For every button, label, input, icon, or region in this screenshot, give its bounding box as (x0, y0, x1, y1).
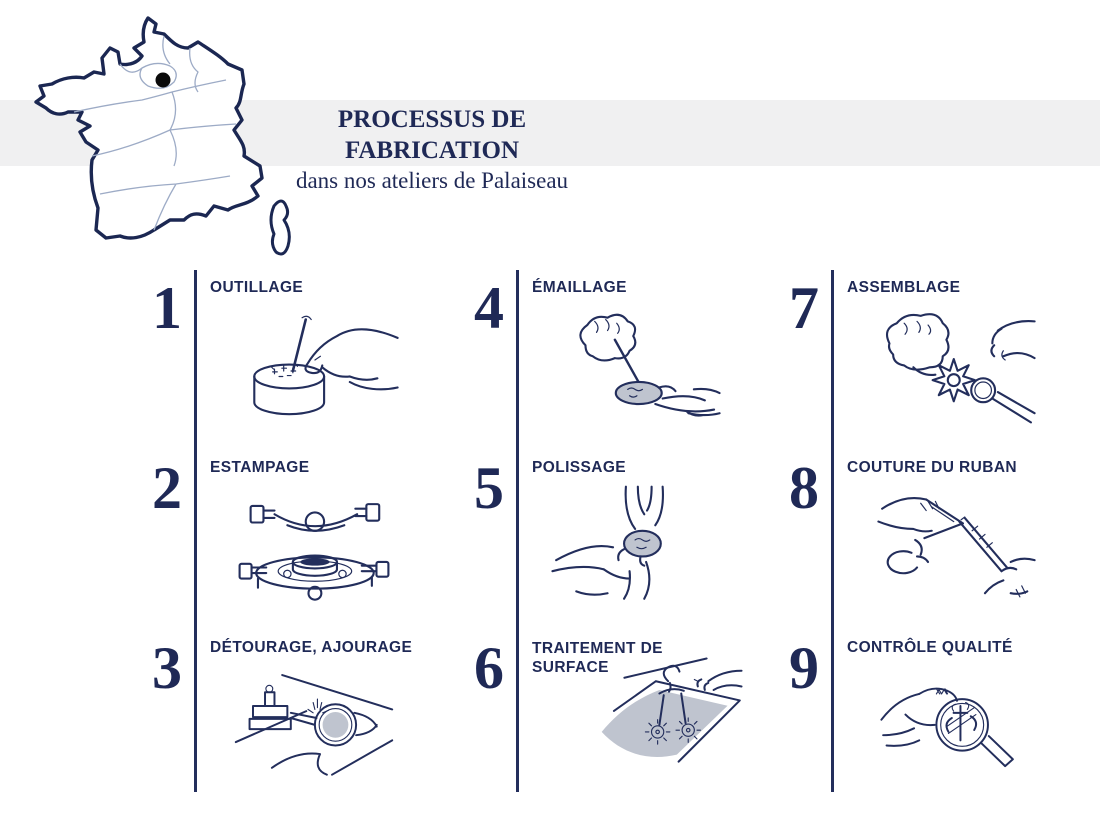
step-emaillage (462, 270, 782, 450)
step-content (831, 270, 1097, 450)
ribbon-sewing-icon (861, 483, 1041, 607)
step-traitement (462, 630, 782, 792)
step-number: 6 (474, 635, 504, 701)
medal-assembly-icon (861, 303, 1041, 427)
page-subtitle: dans nos ateliers de Palaiseau (295, 167, 569, 193)
step-label: POLISSAGE (532, 459, 627, 476)
step-label: DÉTOURAGE, AJOURAGE (210, 639, 413, 656)
step-label: CONTRÔLE QUALITÉ (847, 639, 1013, 656)
title-block (258, 104, 606, 195)
step-number: 3 (152, 635, 182, 701)
step-content (516, 630, 782, 792)
step-label: OUTILLAGE (210, 279, 304, 296)
step-label: TRAITEMENT DE SURFACE (532, 640, 663, 677)
step-label: COUTURE DU RUBAN (847, 459, 1018, 476)
milling-cutout-icon (224, 663, 404, 779)
column-2 (462, 270, 782, 792)
step-content (194, 450, 460, 630)
step-assemblage (777, 270, 1097, 450)
step-content (194, 630, 460, 792)
step-label: ASSEMBLAGE (847, 279, 961, 296)
step-number: 7 (789, 275, 819, 341)
corsica-outline (271, 201, 289, 254)
step-number: 8 (789, 455, 819, 521)
step-content (516, 450, 782, 630)
step-estampage (140, 450, 460, 630)
step-number: 9 (789, 635, 819, 701)
step-label: ESTAMPAGE (210, 459, 310, 476)
enameling-hand-icon (546, 303, 726, 427)
page-title: PROCESSUS DE FABRICATION (337, 106, 527, 165)
polishing-medal-icon (546, 483, 726, 607)
step-content (831, 630, 1097, 792)
step-content (516, 270, 782, 450)
step-label: ÉMAILLAGE (532, 279, 627, 296)
quality-check-magnifier-icon (861, 663, 1041, 779)
step-couture (777, 450, 1097, 630)
step-number: 1 (152, 275, 182, 341)
france-outline (36, 18, 262, 238)
step-polissage (462, 450, 782, 630)
step-controle (777, 630, 1097, 792)
step-detourage (140, 630, 460, 792)
step-number: 5 (474, 455, 504, 521)
location-dot-ile-de-france (156, 73, 171, 88)
column-1 (140, 270, 460, 792)
step-content (194, 270, 460, 450)
engraving-tooling-icon (224, 303, 404, 427)
step-outillage (140, 270, 460, 450)
stamping-dies-icon (224, 483, 404, 607)
step-number: 4 (474, 275, 504, 341)
step-number: 2 (152, 455, 182, 521)
column-3 (777, 270, 1097, 792)
step-content (831, 450, 1097, 630)
